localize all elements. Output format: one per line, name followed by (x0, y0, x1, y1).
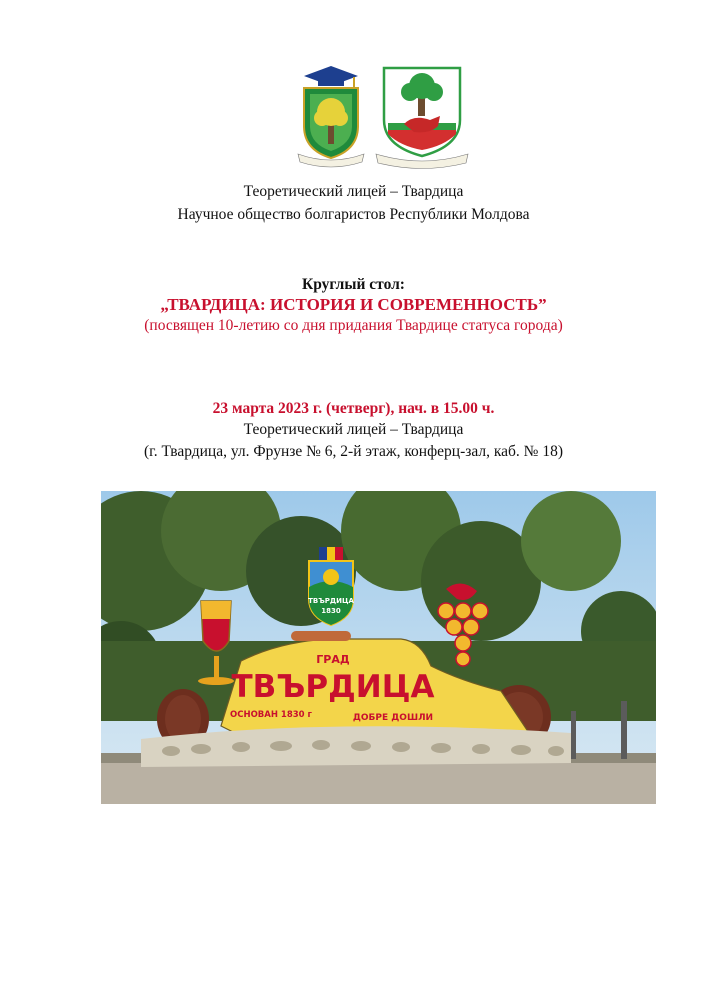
sign-town-name: ТВЪРДИЦА (231, 669, 435, 705)
sign-founded-text: ОСНОВАН 1830 г (230, 710, 312, 720)
organizer-line-1: Теоретический лицей – Твардица (243, 183, 464, 200)
lyceum-emblem (296, 64, 366, 170)
event-title: „ТВАРДИЦА: ИСТОРИЯ И СОВРЕМЕННОСТЬ” (160, 295, 547, 314)
bulgarist-society-emblem (374, 64, 470, 170)
organizer-line-2: Научное общество болгаристов Республики Молдова (177, 206, 530, 223)
header-logos (0, 64, 707, 172)
sign-welcome-text: ДОБРЕ ДОШЛИ (352, 713, 434, 723)
event-address: (г. Твардица, ул. Фрунзе № 6, 2-й этаж, конферц-зал, каб. № 18) (143, 443, 563, 460)
event-date: 23 марта 2023 г. (четверг), нач. в 15.00 ч. (212, 400, 495, 417)
event-type-label: Круглый стол: (302, 276, 405, 293)
crest-year: 1830 (321, 607, 341, 615)
event-venue: Теоретический лицей – Твардица (243, 421, 464, 438)
event-subtitle: (посвящен 10-летию со дня придания Твардице статуса города) (144, 317, 563, 334)
crest-name: ТВЪРДИЦА (308, 597, 354, 605)
sign-small-text: ГРАД (316, 653, 350, 666)
town-sign-photo (101, 491, 656, 804)
